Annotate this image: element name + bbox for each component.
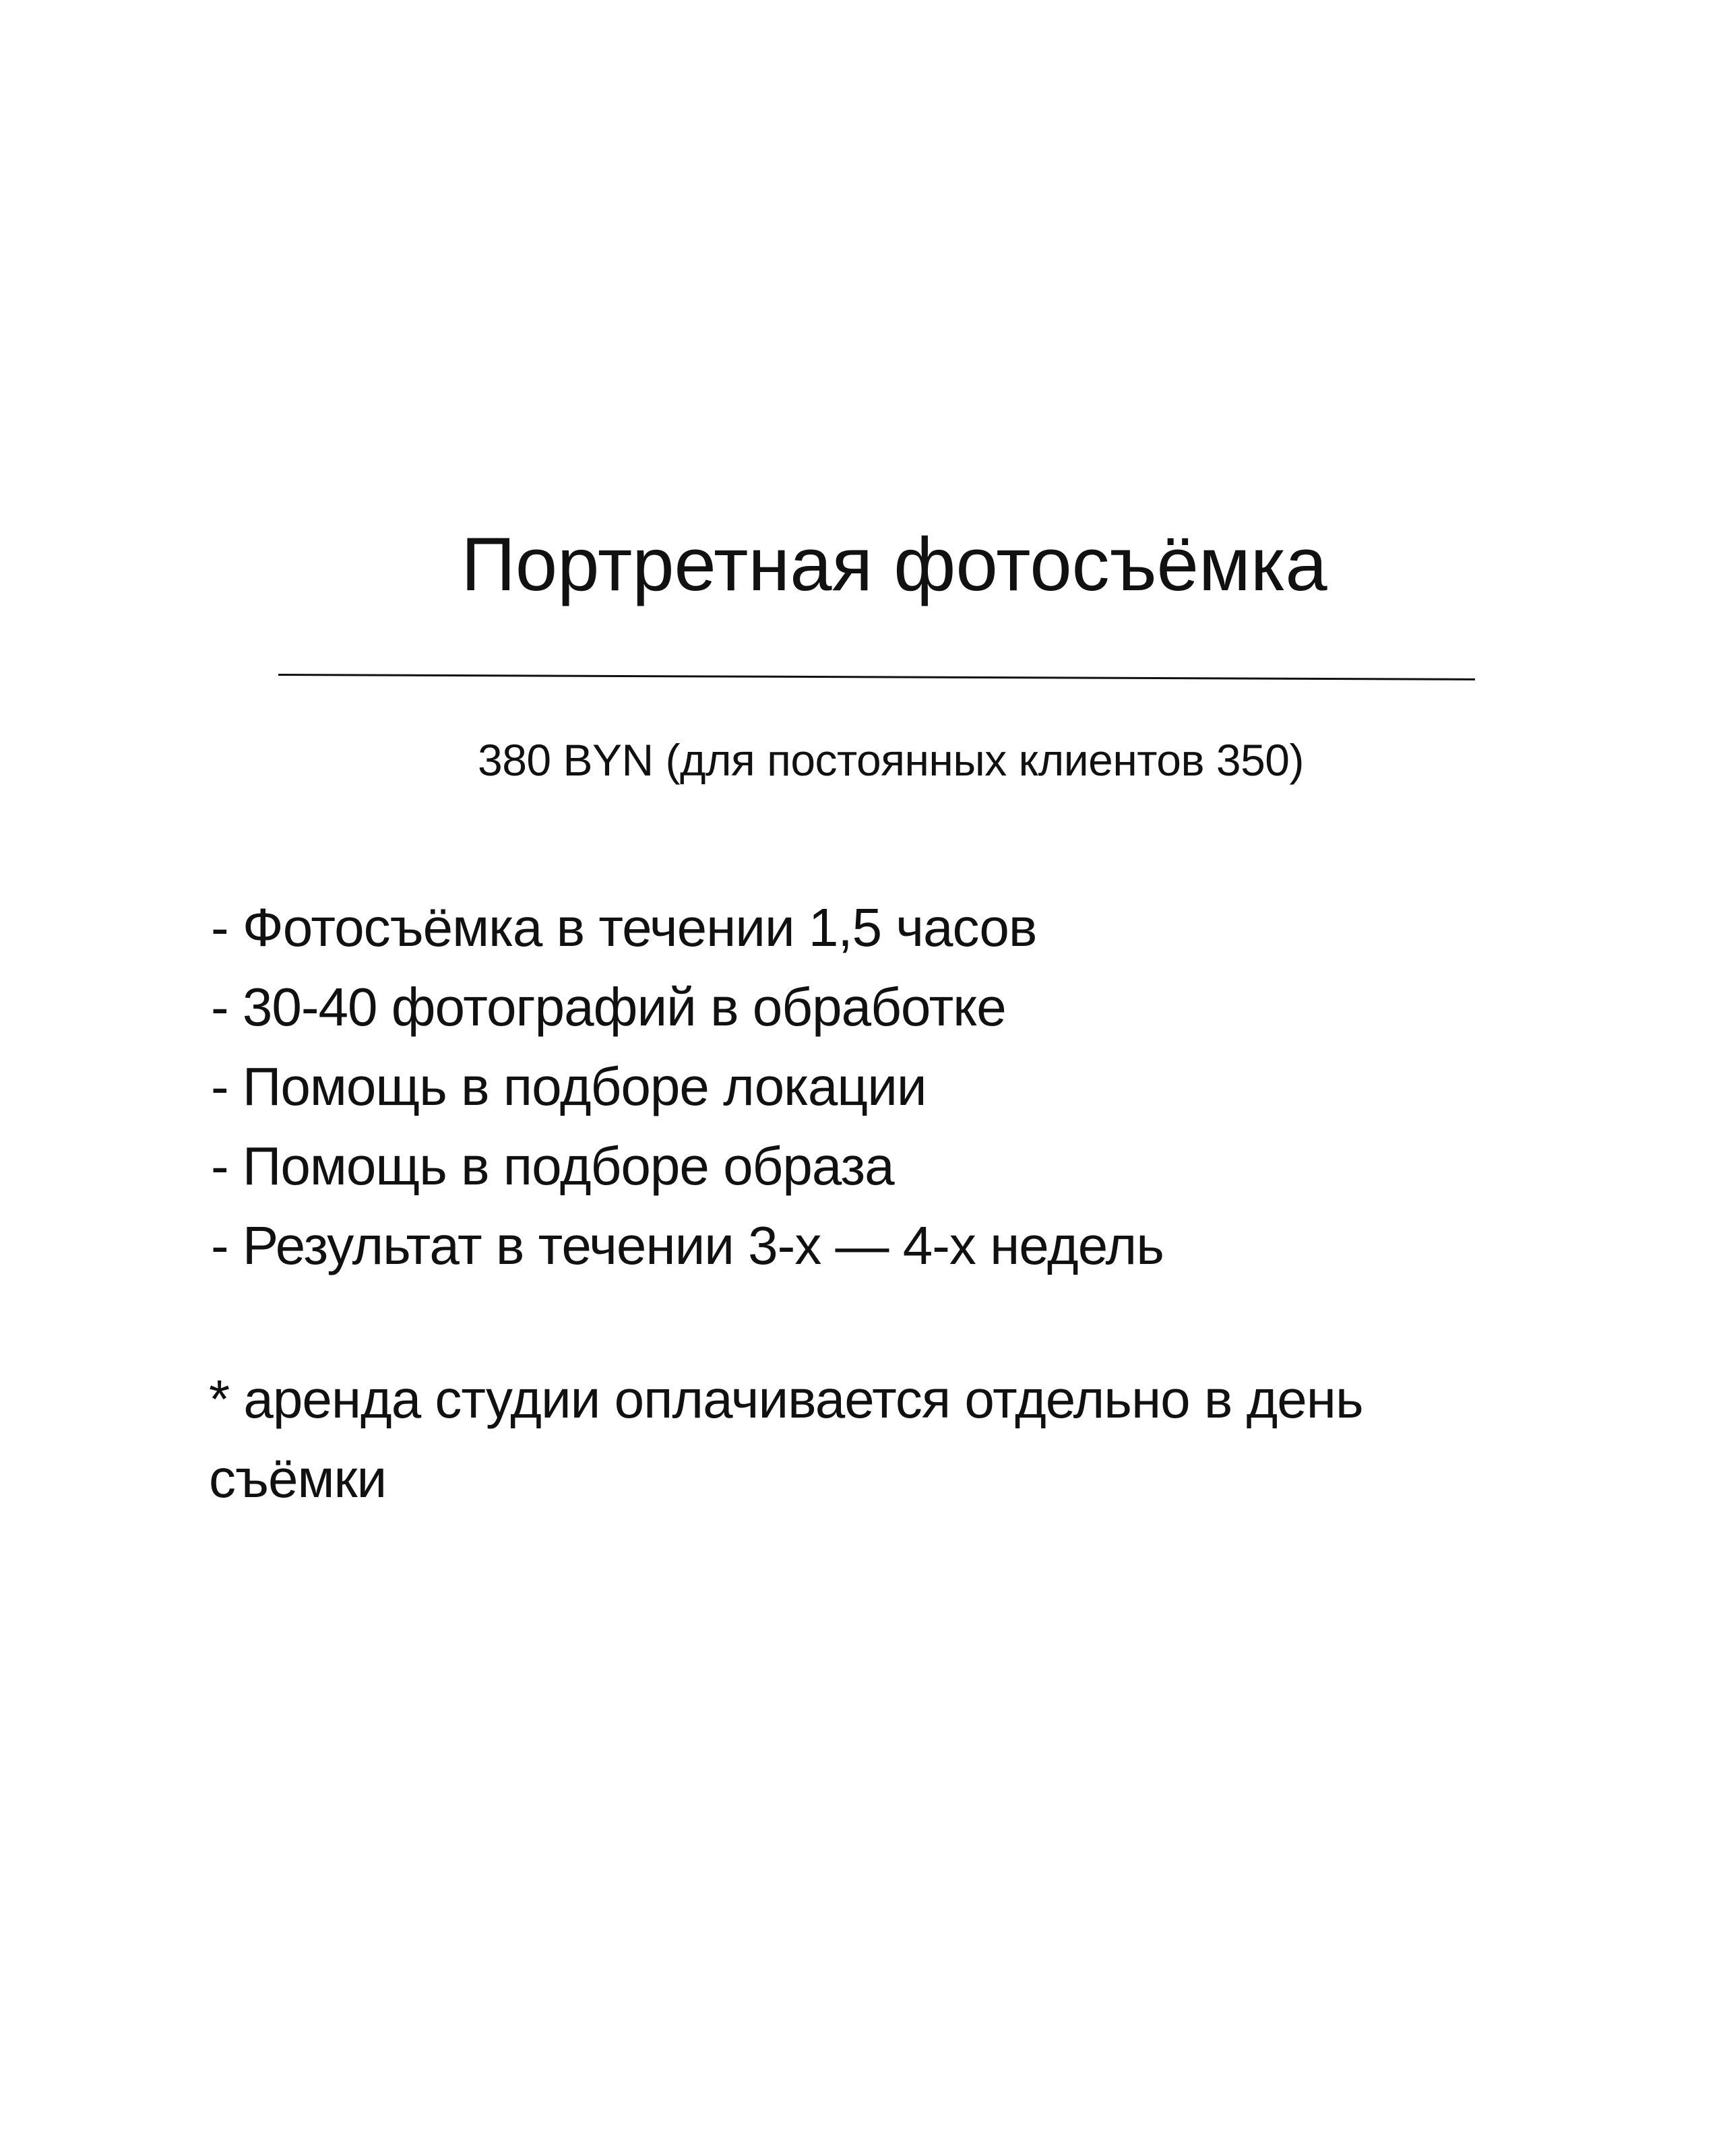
- page-title: Портретная фотосъёмка: [461, 522, 1327, 606]
- feature-item-delivery-time: - Результат в течении 3-х — 4-х недель: [211, 1215, 1164, 1275]
- studio-rent-note: * аренда студии оплачивается отдельно в день съёмки: [209, 1369, 1363, 1509]
- features-list: [211, 888, 1164, 1286]
- feature-item-duration: - Фотосъёмка в течении 1,5 часов: [211, 897, 1037, 957]
- feature-item-styling-help: - Помощь в подборе образа: [211, 1136, 894, 1196]
- feature-item-location-help: - Помощь в подборе локации: [211, 1056, 927, 1116]
- title-divider: [278, 674, 1475, 680]
- price-line: 380 BYN (для постоянных клиентов 350): [478, 735, 1304, 785]
- feature-item-photo-count: - 30-40 фотографий в обработке: [211, 977, 1006, 1037]
